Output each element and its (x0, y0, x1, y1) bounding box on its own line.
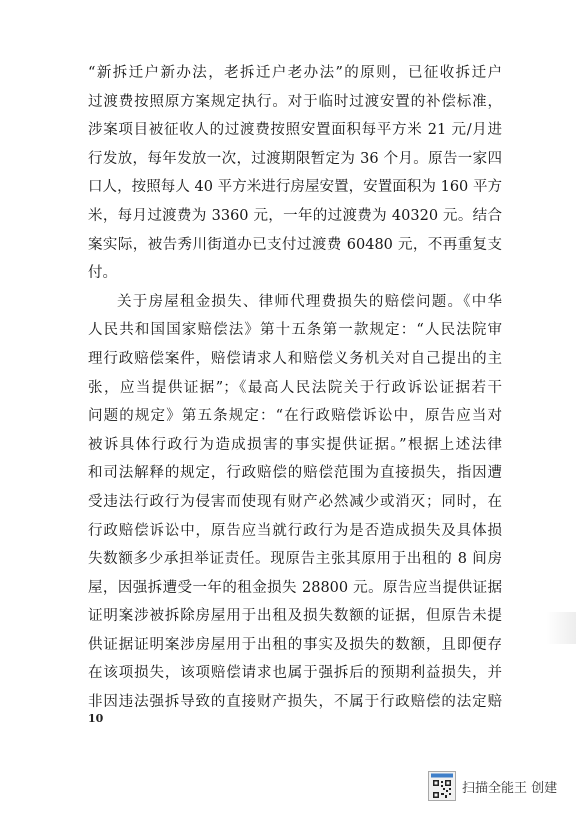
text-line: 证明案涉被拆除房屋用于出租及损失数额的证据，但原告未提 (88, 608, 502, 625)
text-line: 供证据证明案涉房屋用于出租的事实及损失的数额，且即便存 (88, 636, 502, 653)
text-line: 涉案项目被征收人的过渡费按照安置面积每平方米 21 元/月进 (88, 122, 502, 139)
text-line: 口人，按照每人 40 平方米进行房屋安置，安置面积为 160 平方 (88, 179, 502, 196)
text-line: 屋，因强拆遭受一年的租金损失 28800 元。原告应当提供证据 (88, 579, 502, 596)
paragraph (88, 59, 502, 288)
text-line: 案实际，被告秀川街道办已支付过渡费 60480 元，不再重复支 (88, 236, 502, 253)
paragraph (88, 288, 502, 717)
text-line: 被诉具体行政行为造成损害的事实提供证据。”根据上述法律 (88, 436, 502, 453)
text-line: 问题的规定》第五条规定：“在行政赔偿诉讼中，原告应当对 (88, 408, 502, 425)
document-body (88, 59, 502, 717)
text-line: 张，应当提供证据”；《最高人民法院关于行政诉讼证据若干 (88, 379, 502, 396)
text-line: 行政赔偿诉讼中，原告应当就行政行为是否造成损失及具体损 (88, 522, 502, 539)
text-line: 非因违法强拆导致的直接财产损失，不属于行政赔偿的法定赔 (88, 694, 502, 711)
text-line: 过渡费按照原方案规定执行。对于临时过渡安置的补偿标准， (88, 93, 502, 110)
text-line: “新拆迁户新办法，老拆迁户老办法”的原则，已征收拆迁户 (88, 65, 502, 81)
text-line: 付。 (88, 265, 117, 282)
text-line: 受违法行政行为侵害而使现有财产必然减少或消灭；同时，在 (88, 493, 502, 510)
text-line: 和司法解释的规定，行政赔偿的赔偿范围为直接损失，指因遭 (88, 465, 502, 482)
text-line: 在该项损失，该项赔偿请求也属于强拆后的预期利益损失，并 (88, 665, 502, 682)
camscanner-logo-icon (428, 771, 456, 801)
text-line: 人民共和国国家赔偿法》第十五条第一款规定：“人民法院审 (88, 322, 502, 339)
page-number: 10 (88, 712, 104, 725)
scan-smudge (546, 612, 576, 644)
text-line: 理行政赔偿案件，赔偿请求人和赔偿义务机关对自己提出的主 (88, 350, 502, 367)
watermark-text: 扫描全能王 创建 (462, 781, 558, 796)
text-line: 关于房屋租金损失、律师代理费损失的赔偿问题。《中华 (117, 293, 502, 310)
text-line: 米，每月过渡费为 3360 元，一年的过渡费为 40320 元。结合 (88, 207, 502, 224)
text-line: 失数额多少承担举证责任。现原告主张其原用于出租的 8 间房 (88, 551, 502, 568)
text-line: 行发放，每年发放一次，过渡期限暂定为 36 个月。原告一家四 (88, 150, 502, 167)
